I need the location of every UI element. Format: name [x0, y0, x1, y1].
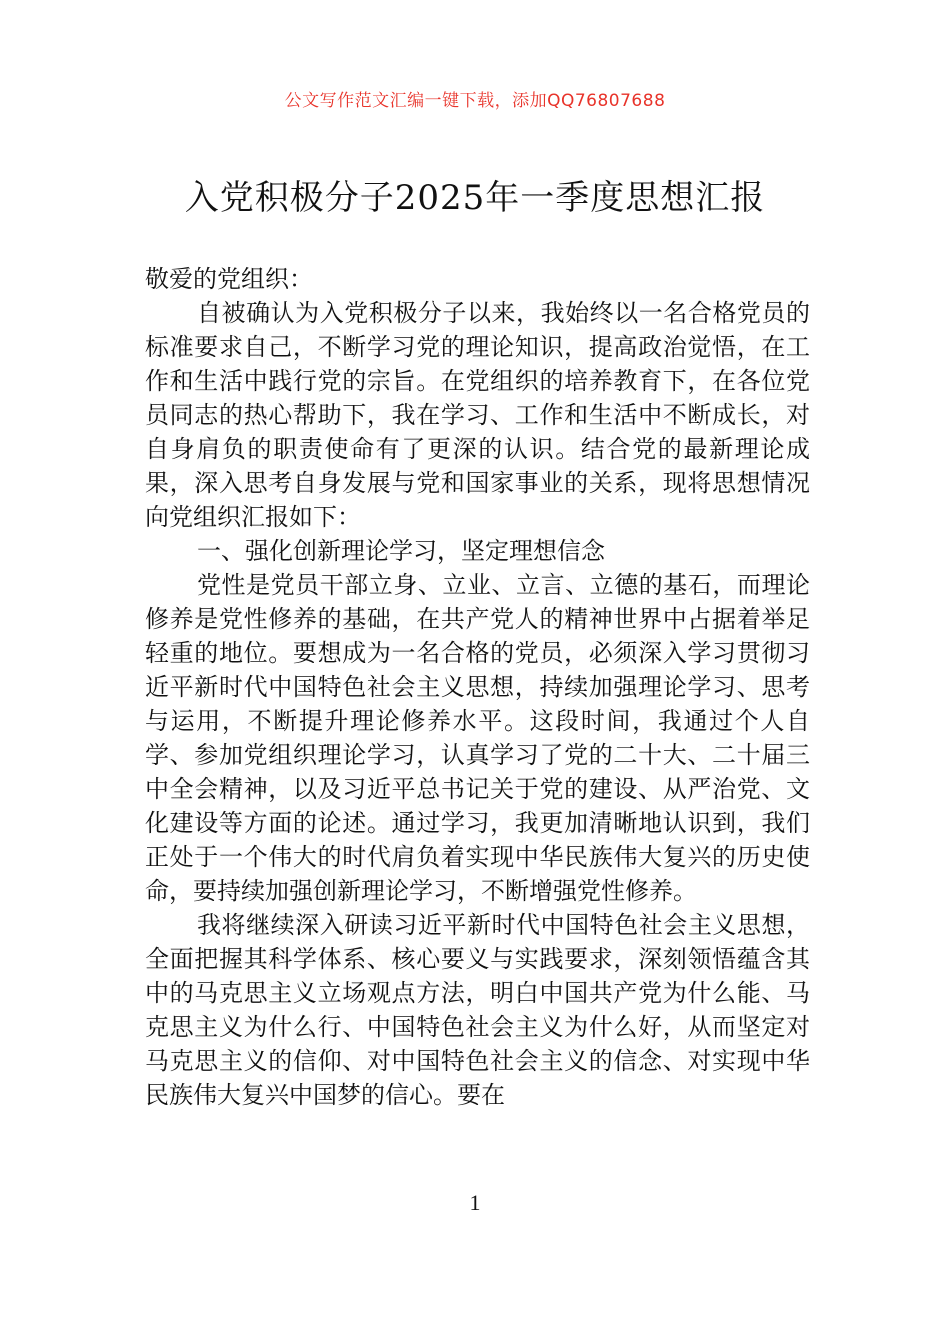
section-heading: 一、强化创新理论学习，坚定理想信念 — [197, 537, 605, 565]
document-body — [145, 262, 810, 1112]
body-paragraph: 我将继续深入研读习近平新时代中国特色社会主义思想，全面把握其科学体系、核心要义与实践要求，深刻领悟蕴含其中的马克思主义立场观点方法，明白中国共产党为什么能、马克思主义为什么行、中国特色社会主义为什么好，从而坚定对马克思主义的信仰、对中国特色社会主义的信念、对实现中华民族伟大复兴中国梦的信心。要在 — [145, 911, 810, 1109]
salutation: 敬爱的党组织： — [145, 265, 313, 293]
document-title: 入党积极分子2025年一季度思想汇报 — [184, 178, 766, 218]
intro-paragraph: 自被确认为入党积极分子以来，我始终以一名合格党员的标准要求自己，不断学习党的理论知识，提高政治觉悟，在工作和生活中践行党的宗旨。在党组织的培养教育下，在各位党员同志的热心帮助下，我在学习、工作和生活中不断成长，对自身肩负的职责使命有了更深的认识。结合党的最新理论成果，深入思考自身发展与党和国家事业的关系，现将思想情况向党组织汇报如下： — [145, 299, 810, 531]
promo-header: 公文写作范文汇编一键下载，添加QQ76807688 — [284, 91, 666, 111]
page-number: 1 — [469, 1190, 481, 1215]
body-paragraph: 党性是党员干部立身、立业、立言、立德的基石，而理论修养是党性修养的基础，在共产党人的精神世界中占据着举足轻重的地位。要想成为一名合格的党员，必须深入学习贯彻习近平新时代中国特色社会主义思想，持续加强理论学习、思考与运用，不断提升理论修养水平。这段时间，我通过个人自学、参加党组织理论学习，认真学习了党的二十大、二十届三中全会精神，以及习近平总书记关于党的建设、从严治党、文化建设等方面的论述。通过学习，我更加清晰地认识到，我们正处于一个伟大的时代肩负着实现中华民族伟大复兴的历史使命，要持续加强创新理论学习，不断增强党性修养。 — [145, 571, 810, 905]
